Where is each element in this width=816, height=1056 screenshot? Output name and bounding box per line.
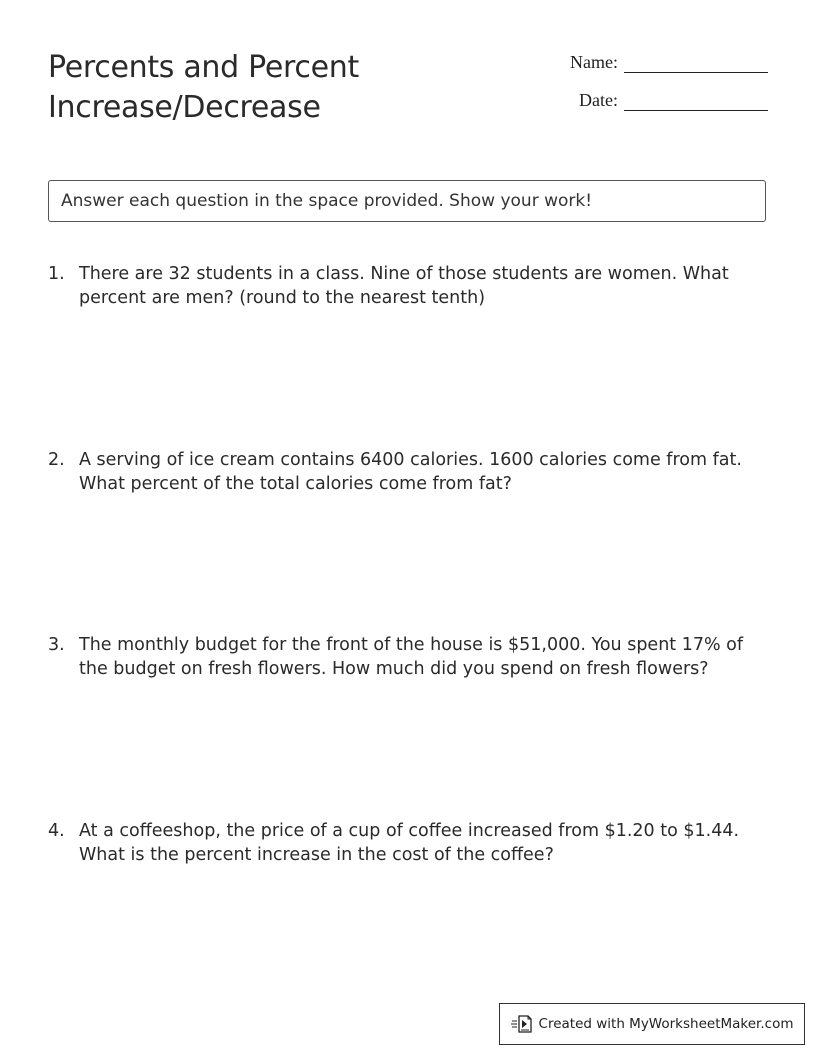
question-number: 3. bbox=[48, 635, 65, 655]
footer-credit-box[interactable] bbox=[499, 1003, 805, 1045]
question-number: 1. bbox=[48, 264, 65, 284]
question-item bbox=[48, 448, 766, 496]
name-label: Name: bbox=[570, 52, 618, 72]
question-text: At a coffeeshop, the price of a cup of coffee increased from $1.20 to $1.44. What is the percent increase in the cost of the coffee? bbox=[79, 821, 740, 865]
title-line-1: Percents and Percent bbox=[48, 50, 359, 85]
question-text: The monthly budget for the front of the house is $51,000. You spent 17% of the budget on fresh flowers. How much did you spend on fresh flowers? bbox=[79, 635, 744, 679]
name-field[interactable] bbox=[570, 52, 768, 73]
question-text: There are 32 students in a class. Nine of those students are women. What percent are men? (round to the nearest tenth) bbox=[79, 264, 729, 308]
question-text: A serving of ice cream contains 6400 calories. 1600 calories come from fat. What percent of the total calories come from fat? bbox=[79, 450, 742, 494]
date-blank-line[interactable] bbox=[624, 90, 768, 111]
question-number: 4. bbox=[48, 821, 65, 841]
name-blank-line[interactable] bbox=[624, 52, 768, 73]
worksheet-maker-logo-icon bbox=[511, 1013, 533, 1035]
question-item bbox=[48, 819, 766, 867]
worksheet-title bbox=[48, 48, 468, 128]
date-label: Date: bbox=[579, 90, 618, 110]
instructions-box bbox=[48, 180, 766, 222]
question-number: 2. bbox=[48, 450, 65, 470]
date-field[interactable] bbox=[579, 90, 768, 111]
question-item bbox=[48, 633, 766, 681]
title-line-2: Increase/Decrease bbox=[48, 90, 321, 125]
footer-credit-text[interactable]: Created with MyWorksheetMaker.com bbox=[538, 1016, 794, 1032]
question-item bbox=[48, 262, 766, 310]
instructions-text: Answer each question in the space provided. Show your work! bbox=[61, 191, 593, 211]
